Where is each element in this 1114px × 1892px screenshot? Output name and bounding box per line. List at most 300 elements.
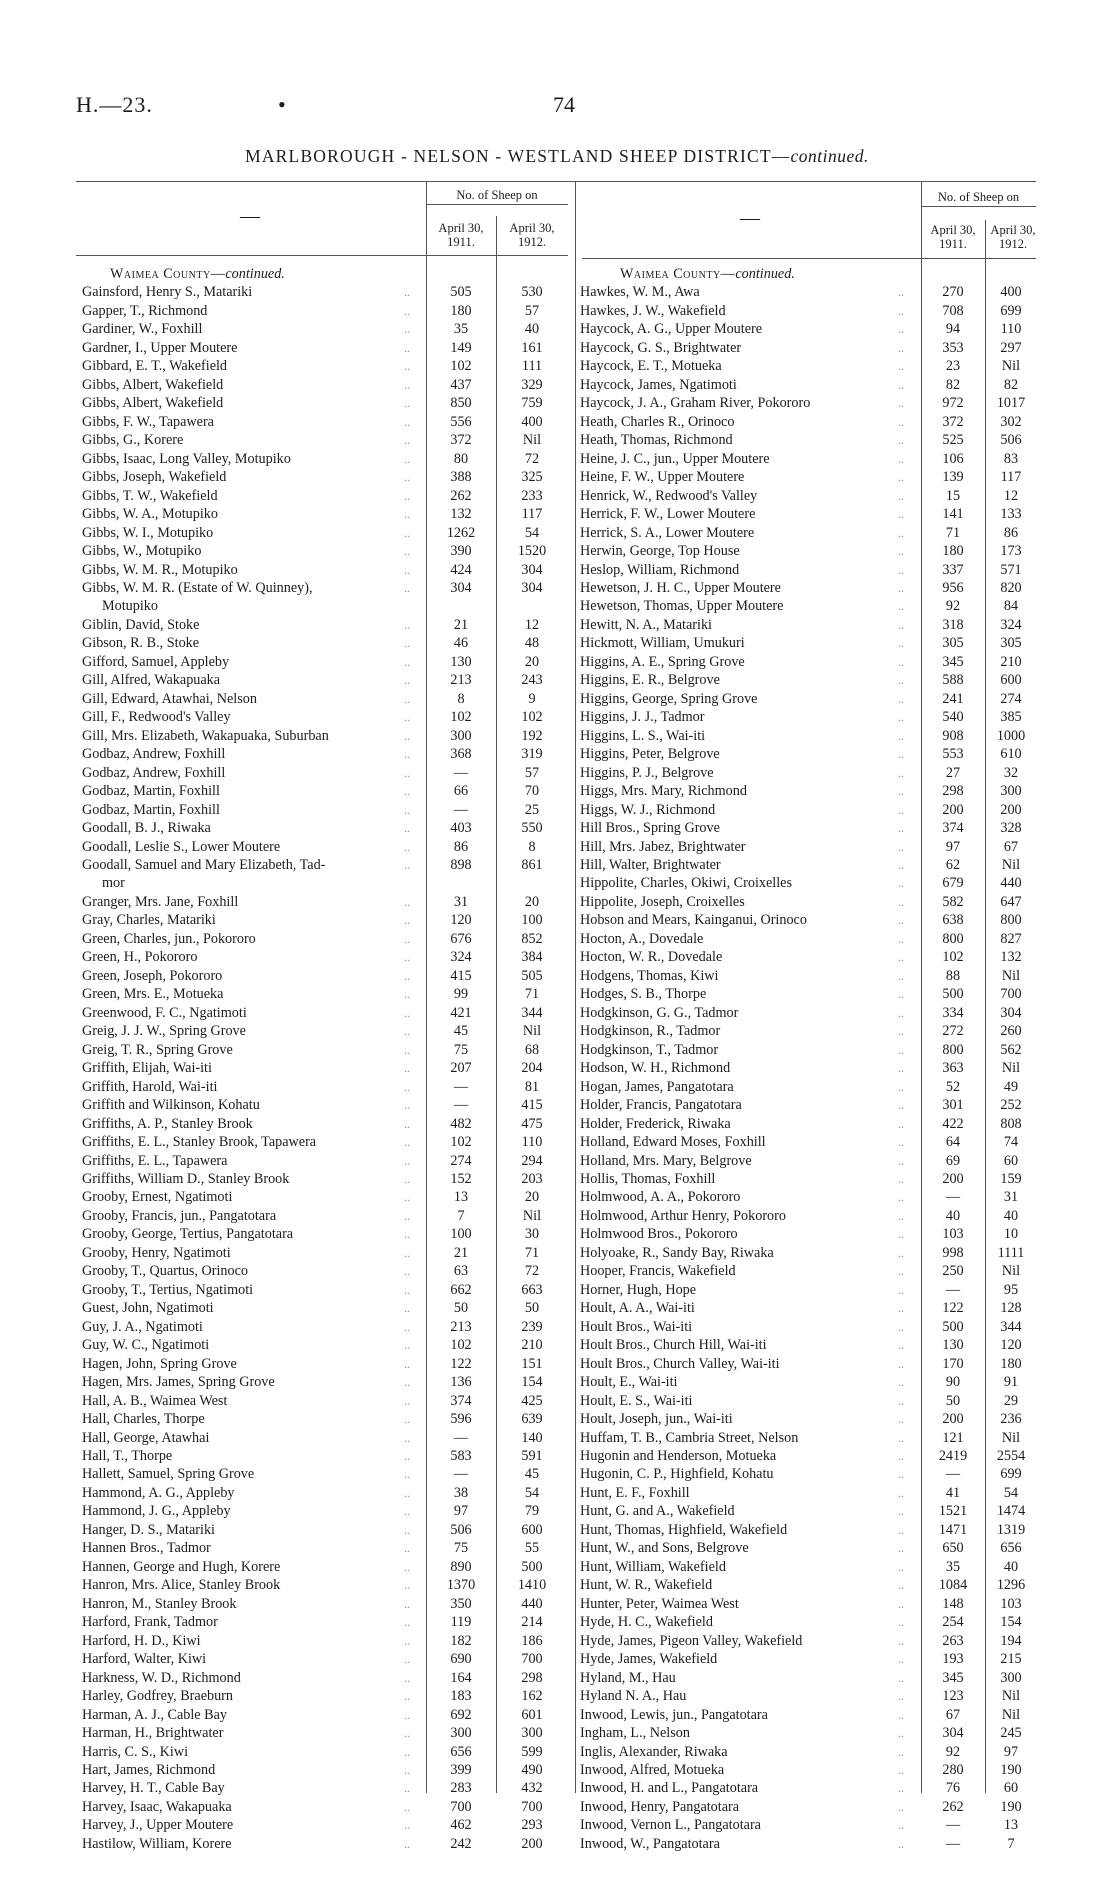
leader-dots: .. <box>898 1301 904 1316</box>
owner-name: Hanron, Mrs. Alice, Stanley Brook <box>82 1577 281 1594</box>
owner-name: Gibbard, E. T., Wakefield <box>82 358 228 375</box>
leader-dots: .. <box>898 1449 904 1463</box>
leader-dots: .. <box>898 1541 904 1556</box>
table-row <box>82 985 572 1003</box>
leader-dots: .. <box>898 1061 904 1076</box>
sheep-1912-value: 70 <box>524 783 540 800</box>
leader-dots: .. <box>404 673 410 688</box>
table-row <box>82 1152 572 1170</box>
owner-name: Hoult, E. S., Wai-iti <box>580 1392 693 1409</box>
sheep-1911-value: 200 <box>942 801 964 818</box>
right-table-body <box>580 283 1040 1853</box>
sheep-1912-value: 29 <box>1003 1392 1019 1409</box>
table-row <box>82 893 572 911</box>
sheep-1912-value: Nil <box>1001 857 1021 873</box>
owner-name: Gray, Charles, Matariki <box>82 912 216 929</box>
owner-name: Hunter, Peter, Waimea West <box>580 1595 739 1612</box>
sheep-1911-value: 92 <box>945 598 961 615</box>
owner-name: Hunt, Thomas, Highfield, Wakefield <box>580 1521 788 1538</box>
table-row <box>82 782 572 800</box>
leader-dots: .. <box>898 1319 904 1334</box>
leader-dots: .. <box>898 1282 904 1297</box>
table-row <box>82 579 572 597</box>
table-row <box>82 616 572 634</box>
sheep-1911-value: 424 <box>450 561 472 578</box>
table-row <box>580 1059 1040 1077</box>
sheep-1911-value: 88 <box>945 967 961 984</box>
sheep-1911-value: 500 <box>942 986 964 1003</box>
owner-name: Hocton, W. R., Dovedale <box>580 949 723 966</box>
sheep-1912-value: 111 <box>521 358 543 375</box>
table-row <box>580 320 1040 338</box>
sheep-1911-value: 1370 <box>446 1577 476 1594</box>
table-row <box>580 1115 1040 1133</box>
sheep-1911-value: 679 <box>942 875 964 892</box>
sheep-1912-value: 245 <box>1000 1725 1022 1742</box>
sheep-1911-value: 662 <box>450 1281 472 1298</box>
owner-name: Hanger, D. S., Matariki <box>82 1521 216 1538</box>
sheep-1912-value: 490 <box>521 1761 543 1778</box>
sheep-1911-value: 337 <box>942 561 964 578</box>
sheep-1912-value: 140 <box>521 1429 543 1446</box>
leader-dots: .. <box>898 285 904 300</box>
sheep-1912-value: 71 <box>524 1244 540 1261</box>
table-row <box>580 1207 1040 1225</box>
sheep-1911-value: 62 <box>945 857 961 873</box>
sheep-1912-value: 239 <box>521 1318 543 1335</box>
table-row <box>82 1059 572 1077</box>
owner-name: Hoult Bros., Wai-iti <box>580 1318 693 1335</box>
owner-name: Hoult, A. A., Wai-iti <box>580 1300 695 1317</box>
owner-name: Goodall, Leslie S., Lower Moutere <box>82 838 281 855</box>
owner-name: Guest, John, Ngatimoti <box>82 1300 214 1317</box>
leader-dots: .. <box>404 654 410 669</box>
sheep-1911-value: 45 <box>453 1023 469 1040</box>
sheep-1912-value: 1296 <box>996 1577 1026 1594</box>
owner-name: Hunt, G. and A., Wakefield <box>580 1503 735 1520</box>
sheep-1912-value: 304 <box>521 579 543 596</box>
table-row <box>580 302 1040 320</box>
leader-dots: .. <box>404 451 410 466</box>
owner-name: Harman, A. J., Cable Bay <box>82 1706 227 1723</box>
owner-name: Holder, Frederick, Riwaka <box>580 1115 731 1132</box>
sheep-1912-value: 159 <box>1000 1170 1022 1187</box>
sheep-1912-value: 298 <box>521 1669 543 1686</box>
owner-name: Hannen, George and Hugh, Korere <box>82 1558 281 1575</box>
leader-dots: .. <box>404 1135 410 1150</box>
sheep-1912-value: 293 <box>521 1817 543 1834</box>
leader-dots: .. <box>898 599 904 614</box>
leader-dots: .. <box>898 414 904 429</box>
owner-name: Hagen, Mrs. James, Spring Grove <box>82 1374 275 1391</box>
sheep-1912-value: 57 <box>524 764 540 781</box>
leader-dots: .. <box>898 968 904 983</box>
owner-name: Goodall, B. J., Riwaka <box>82 820 211 837</box>
leader-dots: .. <box>404 544 410 559</box>
owner-name: Green, Charles, jun., Pokororo <box>82 930 256 947</box>
leader-dots: .. <box>898 1208 904 1223</box>
sheep-1911-value: 180 <box>450 302 472 319</box>
sheep-1912-value: 86 <box>1003 524 1019 541</box>
leader-dots: .. <box>404 396 410 411</box>
sheep-1911-value: 180 <box>942 543 964 560</box>
sheep-1911-value: 130 <box>942 1337 964 1354</box>
right-col1-header: April 30, 1911. <box>930 223 976 251</box>
table-row <box>580 1041 1040 1059</box>
sheep-1912-value: 20 <box>524 1189 540 1206</box>
owner-name: Griffiths, E. L., Stanley Brook, Tapawera <box>82 1134 317 1151</box>
sheep-1912-value: 300 <box>521 1725 543 1742</box>
sheep-1911-value: 35 <box>453 321 469 338</box>
owner-name: Gibbs, Albert, Wakefield <box>82 376 224 393</box>
leader-dots: .. <box>898 617 904 632</box>
leader-dots: .. <box>898 580 904 595</box>
sheep-1912-value: 9 <box>528 690 536 707</box>
sheep-1911-value: 82 <box>945 376 961 393</box>
sheep-1911-value: 213 <box>450 1318 472 1335</box>
leader-dots: .. <box>898 433 904 448</box>
sheep-1911-value: 270 <box>942 284 964 301</box>
owner-name: Hunt, W., and Sons, Belgrove <box>580 1540 749 1557</box>
table-row <box>580 1816 1040 1834</box>
sheep-1911-value: 122 <box>942 1300 964 1317</box>
table-row <box>82 1484 572 1502</box>
leader-dots: .. <box>404 1282 410 1297</box>
table-row <box>82 302 572 320</box>
leader-dots: .. <box>404 1522 410 1537</box>
owner-name: Hodges, S. B., Thorpe <box>580 986 707 1003</box>
table-row <box>580 1632 1040 1650</box>
owner-name: Hugonin and Henderson, Motueka <box>580 1448 777 1464</box>
owner-name: Hugonin, C. P., Highfield, Kohatu <box>580 1466 774 1483</box>
sheep-1911-value: 368 <box>450 746 472 763</box>
left-header-rule <box>76 255 568 256</box>
sheep-1912-value: 300 <box>1000 1669 1022 1686</box>
table-row <box>580 376 1040 394</box>
sheep-1912-value: 236 <box>1000 1411 1022 1428</box>
sheep-1911-value: 305 <box>942 635 964 652</box>
sheep-1911-value: 324 <box>450 949 472 966</box>
table-row <box>580 1410 1040 1428</box>
sheep-1912-value: Nil <box>1001 1706 1021 1723</box>
sheep-1912-value: 699 <box>1000 1466 1022 1483</box>
owner-name: Higgs, Mrs. Mary, Richmond <box>580 783 747 800</box>
sheep-1911-value: — <box>453 801 469 818</box>
sheep-1912-value: 54 <box>1003 1484 1019 1501</box>
leader-dots: .. <box>898 1799 904 1814</box>
leader-dots: .. <box>898 1393 904 1408</box>
right-header-rule <box>582 258 1036 259</box>
owner-name: Higgins, J. J., Tadmor <box>580 709 705 726</box>
sheep-1911-value: 908 <box>942 727 964 744</box>
owner-name: Griffith, Elijah, Wai-iti <box>82 1060 212 1077</box>
sheep-1911-value: 50 <box>453 1300 469 1317</box>
leader-dots: .. <box>898 451 904 466</box>
leader-dots: .. <box>404 1689 410 1704</box>
sheep-1911-value: 304 <box>450 579 472 596</box>
sheep-1911-value: — <box>453 1097 469 1114</box>
sheep-1911-value: — <box>453 1466 469 1483</box>
sheep-1912-value: 432 <box>521 1780 543 1797</box>
owner-name: Harford, Frank, Tadmor <box>82 1614 218 1631</box>
sheep-1911-value: 92 <box>945 1743 961 1760</box>
sheep-1912-value: 97 <box>1003 1743 1019 1760</box>
table-row <box>580 653 1040 671</box>
owner-name: Hallett, Samuel, Spring Grove <box>82 1466 255 1483</box>
leader-dots: .. <box>898 1116 904 1131</box>
table-row <box>580 1465 1040 1483</box>
sheep-1912-value: 48 <box>524 635 540 652</box>
sheep-1911-value: 75 <box>453 1540 469 1557</box>
leader-dots: .. <box>898 1744 904 1759</box>
sheep-1911-value: 1471 <box>938 1521 968 1538</box>
leader-dots: .. <box>898 340 904 355</box>
table-row <box>82 1355 572 1373</box>
leader-dots: .. <box>404 950 410 965</box>
leader-dots: .. <box>898 377 904 392</box>
sheep-1912-value: 663 <box>521 1281 543 1298</box>
sheep-1912-value: 173 <box>1000 543 1022 560</box>
sheep-1911-value: 399 <box>450 1761 472 1778</box>
table-row <box>580 985 1040 1003</box>
owner-name: Green, H., Pokororo <box>82 949 198 966</box>
table-row <box>82 690 572 708</box>
table-row <box>82 597 572 615</box>
sheep-1911-value: 40 <box>945 1207 961 1224</box>
owner-name: Hodgkinson, G. G., Tadmor <box>580 1004 739 1021</box>
table-row <box>82 930 572 948</box>
table-row <box>82 1225 572 1243</box>
leader-dots: .. <box>898 1264 904 1279</box>
sheep-1911-value: 650 <box>942 1540 964 1557</box>
sheep-1912-value: 31 <box>1003 1189 1019 1206</box>
table-row <box>82 727 572 745</box>
leader-dots: .. <box>898 1190 904 1205</box>
leader-dots: .. <box>404 710 410 725</box>
leader-dots: .. <box>898 1578 904 1593</box>
owner-name: Holmwood, Arthur Henry, Pokororo <box>580 1207 786 1224</box>
sheep-1912-value: 40 <box>1003 1558 1019 1575</box>
leader-dots: .. <box>898 691 904 706</box>
table-row <box>580 1835 1040 1853</box>
owner-name: Greenwood, F. C., Ngatimoti <box>82 1004 247 1021</box>
sheep-1912-value: 1410 <box>517 1577 547 1594</box>
leader-dots: .. <box>404 414 410 429</box>
leader-dots: .. <box>404 359 410 374</box>
sheep-1911-value: 1521 <box>938 1503 968 1520</box>
leader-dots: .. <box>404 285 410 300</box>
owner-name: Griffiths, A. P., Stanley Brook <box>82 1115 253 1132</box>
leader-dots: .. <box>404 1762 410 1777</box>
owner-name: Godbaz, Andrew, Foxhill <box>82 746 226 763</box>
owner-name: Hewetson, Thomas, Upper Moutere <box>580 598 784 615</box>
leader-dots: .. <box>898 507 904 522</box>
table-row <box>82 1318 572 1336</box>
leader-dots: .. <box>404 784 410 799</box>
owner-name: Gill, Edward, Atawhai, Nelson <box>82 690 257 707</box>
sheep-1912-value: 81 <box>524 1078 540 1095</box>
owner-name: Green, Joseph, Pokororo <box>82 967 223 984</box>
sheep-1912-value: 10 <box>1003 1226 1019 1243</box>
sheep-1911-value: 372 <box>450 432 472 449</box>
owner-name: Hoult, E., Wai-iti <box>580 1374 678 1391</box>
leader-dots: .. <box>404 433 410 448</box>
sheep-1911-value: 102 <box>450 709 472 726</box>
sheep-1911-value: 13 <box>453 1189 469 1206</box>
sheep-1911-value: 66 <box>453 783 469 800</box>
left-table-body <box>82 283 572 1853</box>
leader-dots: .. <box>404 617 410 632</box>
sheep-1911-value: 94 <box>945 321 961 338</box>
sheep-1912-value: 54 <box>524 1484 540 1501</box>
table-row <box>580 1188 1040 1206</box>
owner-name: Higgs, W. J., Richmond <box>580 801 716 818</box>
leader-dots: .. <box>898 913 904 928</box>
owner-name: Gapper, T., Richmond <box>82 302 208 319</box>
sheep-1911-value: 506 <box>450 1521 472 1538</box>
leader-dots: .. <box>404 1061 410 1076</box>
table-row <box>82 283 572 301</box>
sheep-1912-value: 344 <box>521 1004 543 1021</box>
sheep-1912-value: 103 <box>1000 1595 1022 1612</box>
sheep-1911-value: 274 <box>450 1152 472 1169</box>
table-row <box>82 1632 572 1650</box>
sheep-1911-value: 556 <box>450 413 472 430</box>
leader-dots: .. <box>404 894 410 909</box>
right-sheep-group-header: No. of Sheep on <box>937 190 1020 204</box>
leader-dots: .. <box>898 1781 904 1796</box>
sheep-1912-value: 95 <box>1003 1281 1019 1298</box>
sheep-1912-value: 110 <box>521 1134 543 1151</box>
table-row <box>82 634 572 652</box>
sheep-1912-value: 215 <box>1000 1651 1022 1668</box>
table-row <box>580 634 1040 652</box>
owner-name: Hawkes, J. W., Wakefield <box>580 302 726 319</box>
sheep-1912-value: 154 <box>521 1374 543 1391</box>
table-row <box>580 1373 1040 1391</box>
table-row <box>82 856 572 874</box>
table-row <box>82 745 572 763</box>
leader-dots: .. <box>404 1098 410 1113</box>
owner-name: Harvey, J., Upper Moutere <box>82 1817 234 1834</box>
leader-dots: .. <box>404 1375 410 1390</box>
owner-name: Gibbs, W. A., Motupiko <box>82 506 218 523</box>
sheep-1912-value: 192 <box>521 727 543 744</box>
sheep-1911-value: 69 <box>945 1152 961 1169</box>
sheep-1912-value: 190 <box>1000 1798 1022 1815</box>
table-row <box>580 413 1040 431</box>
owner-name: Holmwood Bros., Pokororo <box>580 1226 738 1243</box>
table-row <box>580 1743 1040 1761</box>
table-row <box>82 1429 572 1447</box>
sheep-1911-value: 372 <box>942 413 964 430</box>
owner-name: Hodgens, Thomas, Kiwi <box>580 967 719 984</box>
owner-name: Heslop, William, Richmond <box>580 561 740 578</box>
leader-dots: .. <box>404 931 410 946</box>
owner-name: Haycock, J. A., Graham River, Pokororo <box>580 395 811 412</box>
owner-name: Holder, Francis, Pangatotara <box>580 1097 742 1114</box>
table-row <box>580 764 1040 782</box>
sheep-1911-value: 141 <box>942 506 964 523</box>
leader-dots: .. <box>404 1541 410 1556</box>
table-row <box>580 450 1040 468</box>
table-row <box>82 838 572 856</box>
sheep-1912-value: 20 <box>524 653 540 670</box>
owner-name: Inwood, Lewis, jun., Pangatotara <box>580 1706 768 1723</box>
sheep-1911-value: 242 <box>450 1835 472 1852</box>
sheep-1911-value: 15 <box>945 487 961 504</box>
sheep-1912-value: 599 <box>521 1743 543 1760</box>
leader-dots: .. <box>404 1781 410 1796</box>
owner-name: Hawkes, W. M., Awa <box>580 284 700 301</box>
owner-name: Hodgkinson, T., Tadmor <box>580 1041 719 1058</box>
sheep-1911-value: 8 <box>457 690 465 707</box>
table-row <box>82 505 572 523</box>
sheep-1911-value: 374 <box>942 820 964 837</box>
sheep-1911-value: 7 <box>457 1207 465 1224</box>
sheep-1912-value: 200 <box>521 1835 543 1852</box>
leader-dots: .. <box>898 1245 904 1260</box>
sheep-1912-value: 260 <box>1000 1023 1022 1040</box>
sheep-1912-value: 852 <box>521 930 543 947</box>
sheep-1912-value: 13 <box>1003 1817 1019 1834</box>
table-row <box>82 357 572 375</box>
leader-dots: .. <box>404 1264 410 1279</box>
sheep-1912-value: 562 <box>1000 1041 1022 1058</box>
table-row <box>580 542 1040 560</box>
sheep-1911-value: 193 <box>942 1651 964 1668</box>
sheep-1911-value: 50 <box>945 1392 961 1409</box>
leader-dots: .. <box>404 1633 410 1648</box>
owner-name: Gill, Alfred, Wakapuaka <box>82 672 221 689</box>
sheep-1911-value: 692 <box>450 1706 472 1723</box>
owner-name: Grooby, T., Quartus, Orinoco <box>82 1263 249 1280</box>
leader-dots: .. <box>898 1762 904 1777</box>
leader-dots: .. <box>898 1836 904 1851</box>
table-row <box>82 431 572 449</box>
sheep-1911-value: 213 <box>450 672 472 689</box>
sheep-1911-value: 353 <box>942 339 964 356</box>
leader-dots: .. <box>898 1689 904 1704</box>
sheep-1912-value: 700 <box>521 1798 543 1815</box>
leader-dots: .. <box>898 359 904 374</box>
sheep-1912-value: 500 <box>521 1558 543 1575</box>
owner-name: Motupiko <box>102 598 158 615</box>
table-row <box>580 505 1040 523</box>
leader-dots: .. <box>404 1338 410 1353</box>
sheep-1912-value: 83 <box>1003 450 1019 467</box>
table-row <box>82 1521 572 1539</box>
leader-dots: .. <box>898 303 904 318</box>
owner-name: Griffiths, William D., Stanley Brook <box>82 1170 290 1187</box>
sheep-1912-value: 40 <box>1003 1207 1019 1224</box>
sheep-1911-value: 437 <box>450 376 472 393</box>
sheep-1912-value: Nil <box>1001 358 1021 375</box>
owner-name: Gardiner, W., Foxhill <box>82 321 203 338</box>
sheep-1912-value: 120 <box>1000 1337 1022 1354</box>
owner-name: Henrick, W., Redwood's Valley <box>580 487 758 504</box>
sheep-1912-value: 84 <box>1003 598 1019 615</box>
leader-dots: .. <box>898 1522 904 1537</box>
sheep-1911-value: 262 <box>450 487 472 504</box>
owner-name: Holmwood, A. A., Pokororo <box>580 1189 741 1206</box>
table-row <box>82 948 572 966</box>
leader-dots: .. <box>404 839 410 854</box>
sheep-1912-value: 328 <box>1000 820 1022 837</box>
owner-name: Giblin, David, Stoke <box>82 616 200 633</box>
sheep-1912-value: 100 <box>521 912 543 929</box>
sheep-1912-value: 12 <box>1003 487 1019 504</box>
